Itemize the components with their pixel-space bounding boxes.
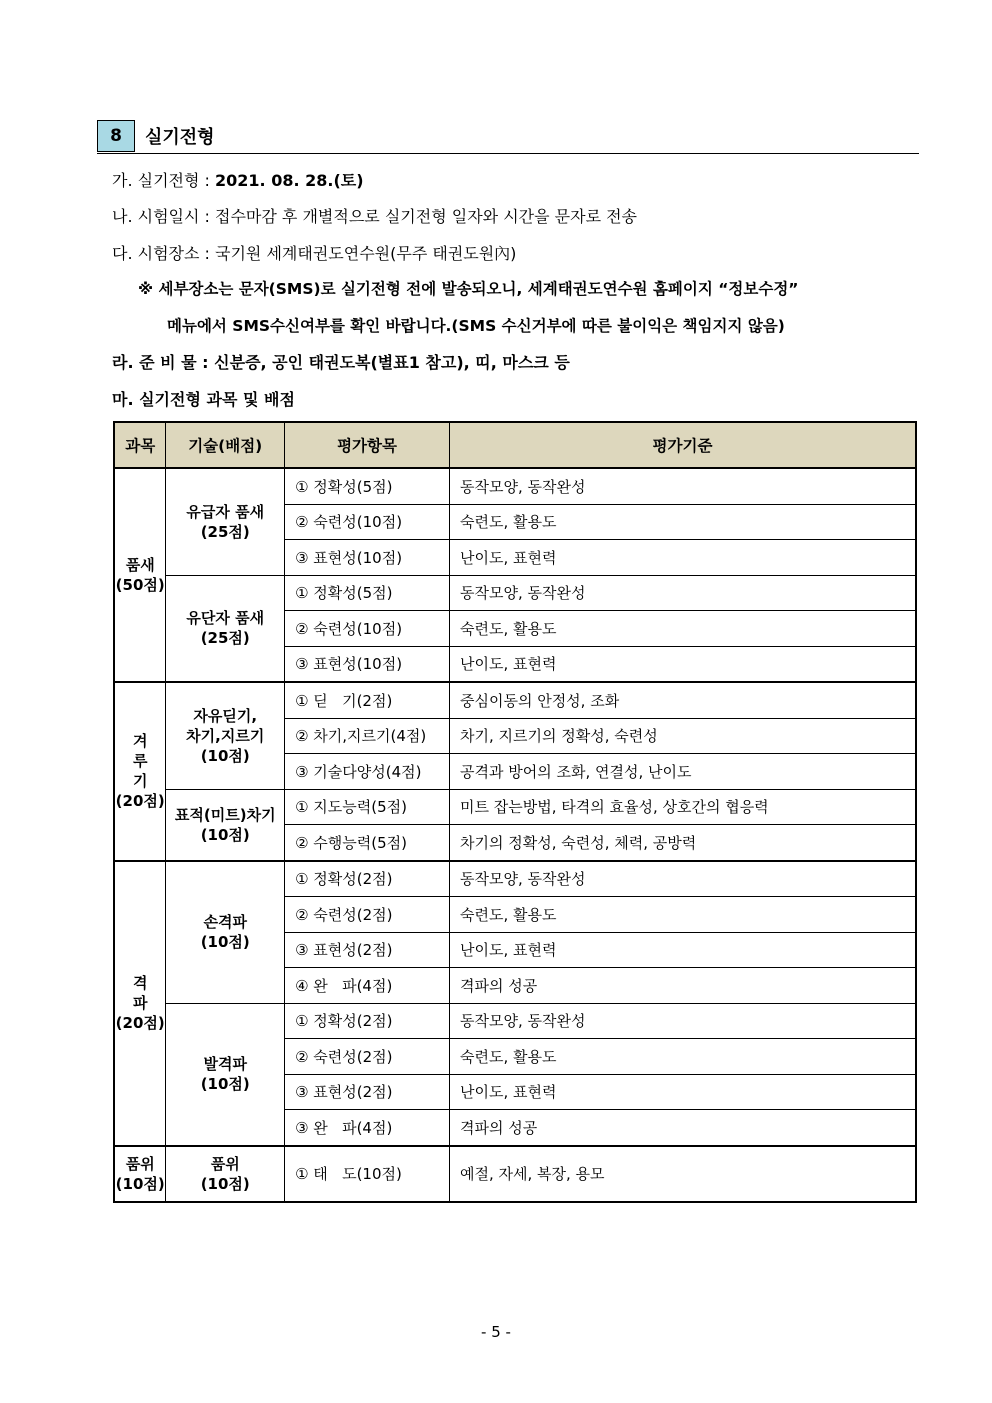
evaluation-criteria: 동작모양, 동작완성 (449, 468, 916, 504)
evaluation-item: ③ 표현성(2점) (285, 932, 450, 968)
technique-cell (166, 789, 285, 861)
evaluation-criteria: 공격과 방어의 조화, 연결성, 난이도 (449, 754, 916, 790)
line-ma: 마. 실기전형 과목 및 배점 (112, 390, 295, 409)
evaluation-item: ③ 표현성(10점) (285, 540, 450, 576)
evaluation-item: ④ 완 파(4점) (285, 968, 450, 1004)
evaluation-item: ① 정확성(5점) (285, 575, 450, 611)
evaluation-table (113, 421, 917, 1203)
evaluation-item: ③ 표현성(10점) (285, 646, 450, 682)
subject-label: 품위 (10점) (115, 1154, 165, 1193)
note-line-1: ※ 세부장소는 문자(SMS)로 실기전형 전에 발송되오니, 세계태권도연수원 홈페이지 “정보수정” (138, 280, 799, 298)
technique-cell (166, 682, 285, 789)
table-row (114, 575, 916, 611)
technique-label: 유급자 품새 (25점) (186, 502, 265, 541)
header-subject: 과목 (114, 422, 166, 468)
table-row (114, 789, 916, 825)
subject-label: 겨 루 기 (20점) (115, 732, 165, 811)
table-row (114, 1003, 916, 1039)
evaluation-item: ① 정확성(2점) (285, 1003, 450, 1039)
technique-cell (166, 468, 285, 575)
evaluation-item: ② 수행능력(5점) (285, 825, 450, 861)
subject-label: 격 파 (20점) (115, 974, 165, 1032)
evaluation-item: ③ 표현성(2점) (285, 1074, 450, 1110)
evaluation-criteria: 중심이동의 안정성, 조화 (449, 682, 916, 718)
technique-cell (166, 1146, 285, 1202)
section-number: 8 (97, 120, 135, 152)
evaluation-criteria: 숙련도, 활용도 (449, 504, 916, 540)
table-header-row (114, 422, 916, 468)
evaluation-criteria: 숙련도, 활용도 (449, 611, 916, 647)
evaluation-criteria: 차기, 지르기의 정확성, 숙련성 (449, 718, 916, 754)
evaluation-item: ② 숙련성(10점) (285, 611, 450, 647)
technique-label: 품위 (10점) (200, 1154, 250, 1193)
evaluation-item: ③ 기술다양성(4점) (285, 754, 450, 790)
evaluation-criteria: 난이도, 표현력 (449, 646, 916, 682)
table-row (114, 1146, 916, 1202)
subject-cell (114, 861, 166, 1146)
technique-cell (166, 575, 285, 682)
header-item: 평가항목 (285, 422, 450, 468)
evaluation-item: ① 정확성(2점) (285, 861, 450, 897)
line-na: 나. 시험일시 : 접수마감 후 개별적으로 실기전형 일자와 시간을 문자로 전송 (112, 207, 638, 226)
section-title: 실기전형 (145, 127, 215, 148)
evaluation-item: ① 딛 기(2점) (285, 682, 450, 718)
evaluation-criteria: 격파의 성공 (449, 1110, 916, 1146)
line-ga-value: 2021. 08. 28.(토) (215, 171, 364, 190)
subject-label: 품새 (50점) (115, 556, 165, 594)
page-number: - 5 - (481, 1323, 511, 1341)
table-row (114, 861, 916, 897)
evaluation-item: ① 지도능력(5점) (285, 789, 450, 825)
subject-cell (114, 468, 166, 682)
subject-cell (114, 1146, 166, 1202)
header-criteria: 평가기준 (449, 422, 916, 468)
line-ra: 라. 준 비 물 : 신분증, 공인 태권도복(별표1 참고), 띠, 마스크 등 (112, 353, 570, 372)
line-ga-prefix: 가. 실기전형 : (112, 171, 216, 190)
evaluation-item: ② 차기,지르기(4점) (285, 718, 450, 754)
technique-cell (166, 861, 285, 1004)
evaluation-criteria: 미트 잡는방법, 타격의 효율성, 상호간의 협응력 (449, 789, 916, 825)
section-header (97, 120, 919, 154)
evaluation-criteria: 동작모양, 동작완성 (449, 861, 916, 897)
evaluation-criteria: 동작모양, 동작완성 (449, 575, 916, 611)
evaluation-criteria: 차기의 정확성, 숙련성, 체력, 공방력 (449, 825, 916, 861)
line-da: 다. 시험장소 : 국기원 세계태권도연수원(무주 태권도원內) (112, 244, 517, 263)
evaluation-criteria: 동작모양, 동작완성 (449, 1003, 916, 1039)
evaluation-criteria: 숙련도, 활용도 (449, 1039, 916, 1075)
table-row (114, 682, 916, 718)
table-row (114, 468, 916, 504)
line-ga (112, 168, 364, 191)
evaluation-criteria: 난이도, 표현력 (449, 540, 916, 576)
evaluation-criteria: 숙련도, 활용도 (449, 897, 916, 933)
technique-label: 손격파 (10점) (200, 913, 250, 951)
evaluation-item: ③ 완 파(4점) (285, 1110, 450, 1146)
evaluation-item: ① 태 도(10점) (285, 1146, 450, 1202)
evaluation-criteria: 격파의 성공 (449, 968, 916, 1004)
evaluation-item: ② 숙련성(10점) (285, 504, 450, 540)
technique-label: 자유딛기, 차기,지르기 (10점) (186, 706, 265, 765)
evaluation-criteria: 난이도, 표현력 (449, 932, 916, 968)
header-technique: 기술(배점) (166, 422, 285, 468)
evaluation-criteria: 난이도, 표현력 (449, 1074, 916, 1110)
technique-cell (166, 1003, 285, 1146)
evaluation-criteria: 예절, 자세, 복장, 용모 (449, 1146, 916, 1202)
technique-label: 유단자 품새 (25점) (186, 609, 265, 648)
subject-cell (114, 682, 166, 861)
technique-label: 발격파 (10점) (200, 1055, 250, 1093)
evaluation-item: ① 정확성(5점) (285, 468, 450, 504)
note-line-2: 메뉴에서 SMS수신여부를 확인 바랍니다.(SMS 수신거부에 따른 불이익은 책임지지 않음) (167, 317, 785, 335)
evaluation-item: ② 숙련성(2점) (285, 1039, 450, 1075)
technique-label: 표적(미트)차기 (10점) (174, 805, 276, 844)
evaluation-item: ② 숙련성(2점) (285, 897, 450, 933)
